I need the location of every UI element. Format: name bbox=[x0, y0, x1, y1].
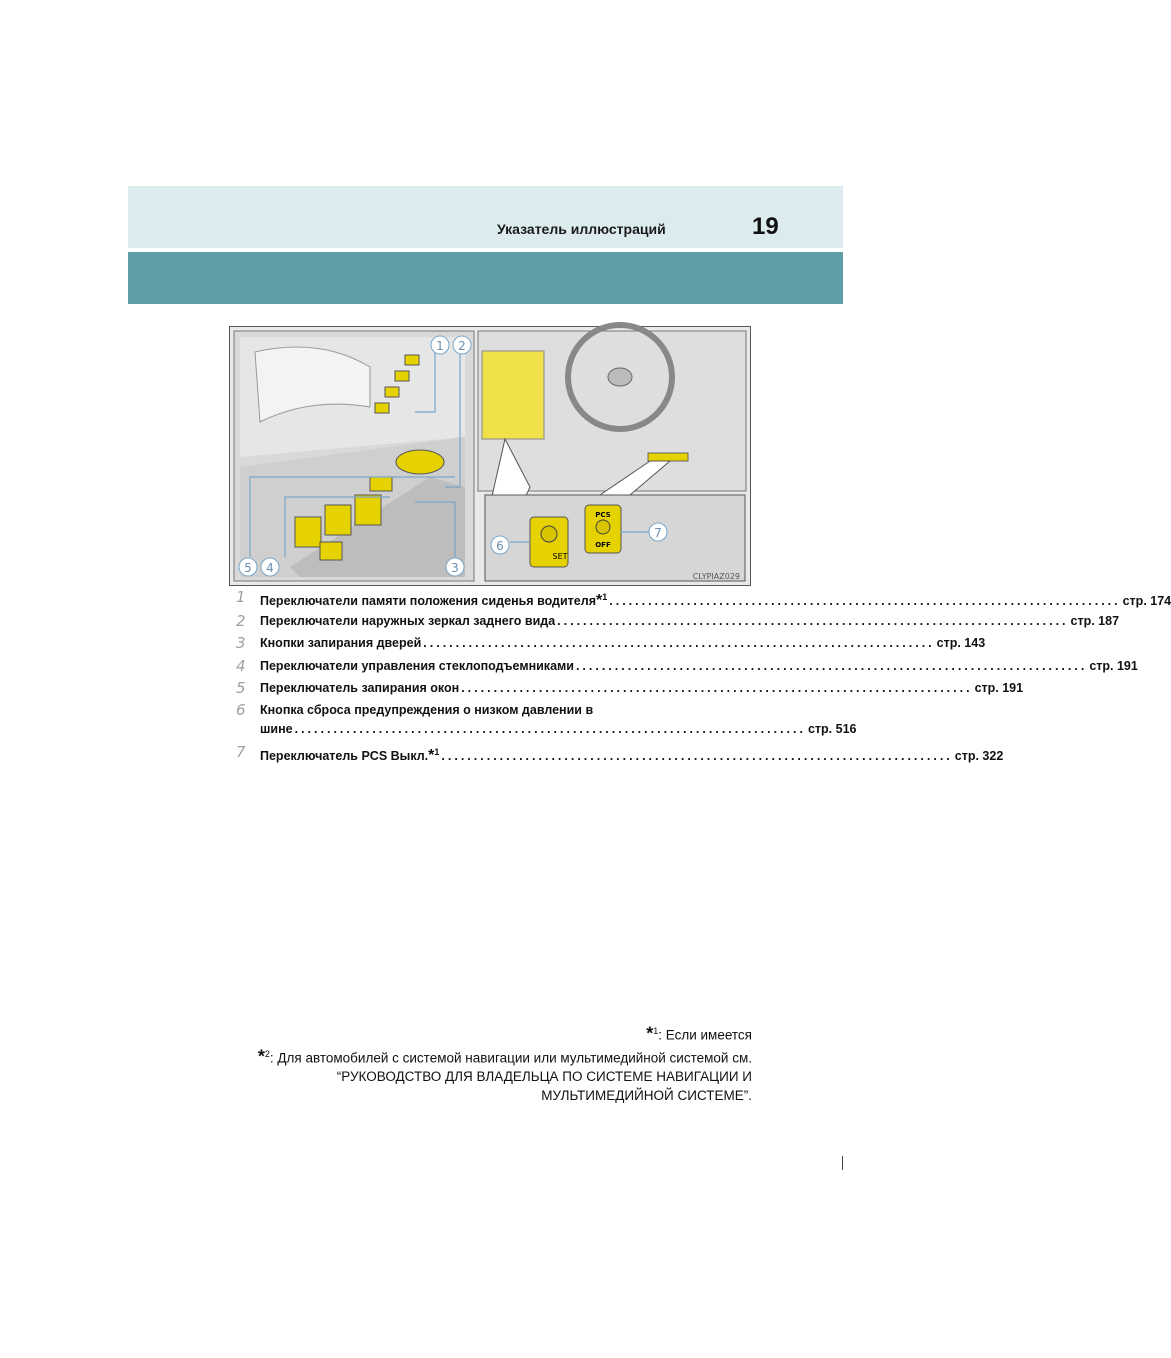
item-page[interactable]: стр. 143 bbox=[936, 636, 986, 650]
item-text: Переключатель запирания окон bbox=[260, 681, 460, 695]
item-text-continued: шине bbox=[260, 722, 293, 736]
car-interior-illustration bbox=[230, 327, 750, 585]
window-switch bbox=[295, 517, 321, 547]
item-page[interactable]: стр. 187 bbox=[1070, 614, 1120, 628]
item-page[interactable]: стр. 191 bbox=[974, 681, 1024, 695]
illustration-panel bbox=[229, 326, 751, 586]
item-number: 3 bbox=[236, 634, 246, 652]
leader-dots: ............................................................................... bbox=[575, 659, 1088, 673]
pcs-label: PCS bbox=[595, 511, 611, 519]
door-switch-highlight bbox=[482, 351, 544, 439]
window-switch bbox=[325, 505, 351, 535]
door-lock-button bbox=[370, 477, 392, 491]
callout-2: 2 bbox=[458, 339, 466, 353]
footnote-2-line3: МУЛЬТИМЕДИЙНОЙ СИСТЕМЕ”. bbox=[541, 1088, 752, 1103]
section-band bbox=[128, 252, 843, 304]
memory-button bbox=[385, 387, 399, 397]
illustration-code: CLYPIAZ029 bbox=[692, 572, 740, 581]
callout-4: 4 bbox=[266, 561, 274, 575]
off-label: OFF bbox=[595, 541, 611, 549]
memory-button bbox=[395, 371, 409, 381]
item-page[interactable]: стр. 322 bbox=[954, 749, 1004, 764]
item-number: 1 bbox=[236, 588, 246, 606]
header-band bbox=[128, 186, 843, 248]
item-number: 6 bbox=[236, 701, 246, 719]
item-text: Переключатели управления стеклоподъемниками bbox=[260, 659, 574, 673]
lexus-logo bbox=[608, 368, 632, 386]
page-number: 19 bbox=[752, 213, 779, 240]
leader-dots: ............................................................................... bbox=[441, 749, 953, 764]
item-text: Переключатели памяти положения сиденья водителя*$^1$ bbox=[260, 592, 608, 610]
footnote-2: *$^2$: Для автомобилей с системой навигации или мультимедийной системой см. bbox=[257, 1046, 752, 1066]
item-text: Кнопки запирания дверей bbox=[260, 636, 422, 650]
item-number: 4 bbox=[236, 657, 246, 675]
set-label: SET bbox=[552, 552, 568, 561]
pcs-area-highlight bbox=[648, 453, 688, 461]
callout-5: 5 bbox=[244, 561, 252, 575]
footnote-2-line2: “РУКОВОДСТВО ДЛЯ ВЛАДЕЛЬЦА ПО СИСТЕМЕ НАВИГАЦИИ И bbox=[336, 1069, 752, 1084]
memory-button bbox=[375, 403, 389, 413]
callout-3: 3 bbox=[451, 561, 459, 575]
memory-button bbox=[405, 355, 419, 365]
footnotes bbox=[192, 1022, 752, 1105]
item-page[interactable]: стр. 516 bbox=[807, 722, 857, 736]
footnote-1: *$^1$: Если имеется bbox=[646, 1023, 752, 1044]
leader-dots: ............................................................................... bbox=[294, 722, 806, 736]
callout-7: 7 bbox=[654, 526, 662, 540]
item-number: 2 bbox=[236, 612, 246, 630]
leader-dots: ............................................................................... bbox=[609, 594, 1121, 609]
callout-6: 6 bbox=[496, 539, 504, 553]
window-switch bbox=[320, 542, 342, 560]
item-number: 7 bbox=[236, 743, 246, 761]
leader-dots: ............................................................................... bbox=[423, 636, 935, 650]
leader-dots: ............................................................................... bbox=[557, 614, 1069, 628]
item-page[interactable]: стр. 191 bbox=[1089, 659, 1138, 673]
item-text: Переключатель PCS Выкл.*$^1$ bbox=[260, 747, 440, 765]
mirror-switch bbox=[396, 450, 444, 474]
callout-1: 1 bbox=[436, 339, 444, 353]
crop-mark bbox=[842, 1156, 843, 1170]
leader-dots: ............................................................................... bbox=[461, 681, 973, 695]
item-number: 5 bbox=[236, 679, 246, 697]
window-switch bbox=[355, 495, 381, 525]
page-header-title: Указатель иллюстраций bbox=[497, 221, 666, 237]
item-text: Кнопка сброса предупреждения о низком давлении в bbox=[260, 703, 594, 717]
item-page[interactable]: стр. 174 bbox=[1122, 594, 1171, 609]
item-text: Переключатели наружных зеркал заднего вида bbox=[260, 614, 556, 628]
